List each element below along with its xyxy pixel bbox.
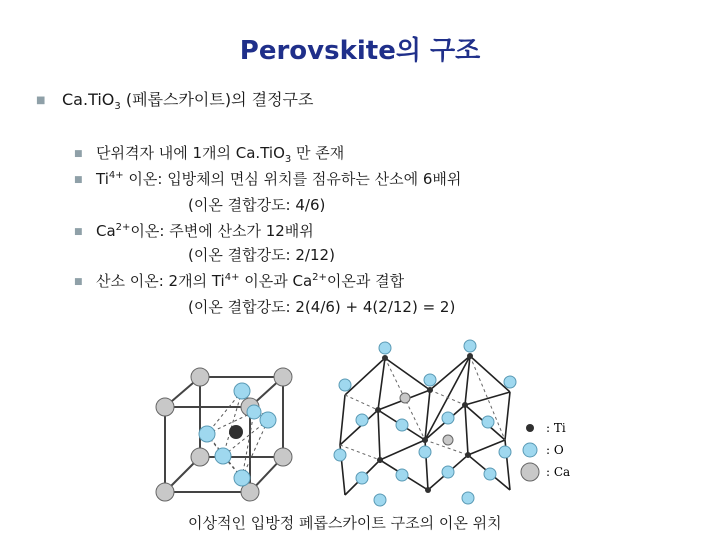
page-title: Perovskite의 구조 [239,36,481,66]
ca-legend-label: : Ca [546,465,571,479]
bullet-icon: ■ [74,175,83,185]
ti-lattice-atoms [375,353,473,493]
sub-bullet-ca-ion: ■ $Ca^{2+}$이온: 주변에 산소가 12배위 [74,222,314,240]
sub-bullet-unit-cell: ■ 단위격자 내에 1개의 Ca.TiO$_3$ 만 존재 [74,144,345,165]
o-legend-marker [523,443,537,457]
oxygen-bond-strength-note: (이온 결합강도: 2(4/6) + 4(2/12) = 2) [188,298,456,316]
ti-bond-strength-note: (이온 결합강도: 4/6) [188,196,326,214]
extended-lattice-diagram [334,340,516,506]
bullet-icon: ■ [74,277,83,287]
legend [521,421,570,481]
sub-bullet-ti-ion: ■ $Ti^{4+}$ 이온: 입방체의 면심 위치를 점유하는 산소에 6배위 [74,170,462,188]
ti-center-atom [229,425,243,439]
figure-caption: 이상적인 입방정 페롭스카이트 구조의 이온 위치 [188,514,502,532]
bullet-icon: ■ [74,227,83,237]
bullet-icon: ■ [36,95,46,106]
o-lattice-atoms [334,340,516,506]
o-legend-label: : O [546,443,564,457]
bullet-icon: ■ [74,149,83,159]
ti-legend-label: : Ti [546,421,566,435]
ca-legend-marker [521,463,539,481]
ca-bond-strength-note: (이온 결합강도: 2/12) [188,246,335,264]
unit-cell-diagram [156,368,292,501]
main-bullet: ■ Ca.TiO$_3$ (페롭스카이트)의 결정구조 [36,90,314,113]
ti-legend-marker [526,424,534,432]
sub-bullet-oxygen-ion: ■ 산소 이온: 2개의 $Ti^{4+}$ 이온과 $Ca^{2+}$이온과 결합 [74,272,405,290]
